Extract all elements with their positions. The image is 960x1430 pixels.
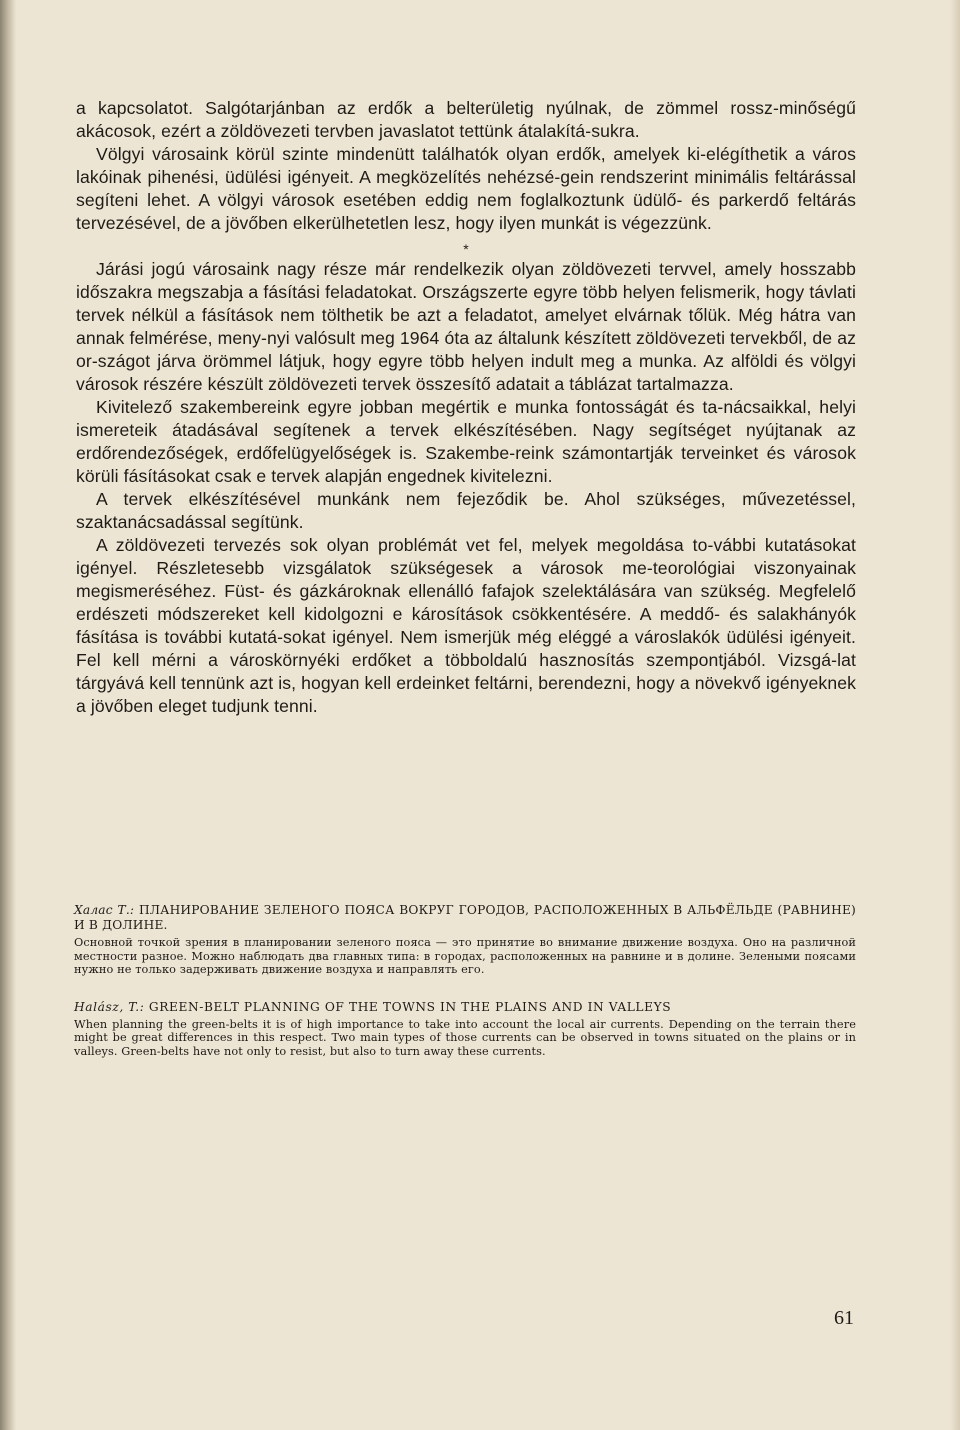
russian-summary-heading: ПЛАНИРОВАНИЕ ЗЕЛЕНОГО ПОЯСА ВОКРУГ ГОРОДОВ, РАСПОЛОЖЕННЫХ В АЛЬФЁЛЬДЕ (РАВНИНЕ) И В ДОЛИНЕ. [74,903,856,932]
russian-summary [74,903,856,977]
paragraph: Völgyi városaink körül szinte mindenütt találhatók olyan erdők, amelyek ki-elégíthetik a város lakóinak pihenési, üdülési igényeit. A megközelítés nehézsé-gein rendszerint minimális feltárással segíteni lehet. A völgyi városok esetében eddig nem foglalkoztunk üdülő- és parkerdő feltárás tervezésével, de a jövőben elkerülhetetlen lesz, hogy ilyen munkát is végezzünk. [76,144,856,233]
paragraph: Kivitelező szakembereink egyre jobban megértik e munka fontosságát és ta-nácsaikkal, helyi ismereteik átadásával segítenek a tervek elkészítésében. Nagy segítséget nyújtanak az erdőrendezőségek, erdőfelügyelőségek is. Szakembe-reink számontartják terveinket és városok körüli fásításokat csak e tervek alapján engednek kivitelezni. [76,397,856,486]
english-summary-heading: GREEN-BELT PLANNING OF THE TOWNS IN THE PLAINS AND IN VALLEYS [148,999,672,1014]
english-summary [74,1000,856,1059]
page-number: 61 [834,1307,854,1329]
paragraph: Járási jogú városaink nagy része már rendelkezik olyan zöldövezeti tervvel, amely hosszabb időszakra megszabja a fásítási feladatokat. Országszerte egyre több helyen felismerik, hogy távlati tervek nélkül a fásítások nem tölthetik be azt a feladatot, amelyet elvárnak tőlük. Még hátra van annak felmérése, meny-nyi valósult meg 1964 óta az általunk készített zöldövezeti tervekből, de az or-szágot járva örömmel látjuk, hogy egyre több helyen indult meg a munka. Az alföldi és völgyi városok részére készült zöldövezeti tervek összesítő adatait a táblázat tartalmazza. [76,259,856,394]
paragraph: A tervek elkészítésével munkánk nem fejeződik be. Ahol szükséges, művezetéssel, szaktanácsadással segítünk. [76,489,856,532]
english-summary-title [74,1000,856,1015]
russian-summary-text: Основной точкой зрения в планировании зеленого пояса — это принятие во внимание движение воздуха. Оно на различной местности разное. Можно наблюдать два главных типа: в городах, расположенных на равнине и в долине. Зелеными поясами нужно не только задерживать движение воздуха и направлять его. [74,936,856,976]
paragraph: a kapcsolatot. Salgótarjánban az erdők a belterületig nyúlnak, de zömmel rossz-minőségű akácosok, ezért a zöldövezeti tervben javaslatot tettünk átalakítá-sukra. [76,98,856,141]
english-summary-text: When planning the green-belts it is of high importance to take into account the local air currents. Depending on the terrain there might be great differences in this respect. Two main types of those currents can be observed in towns situated on the plains or in valleys. Green-belts have not only to resist, but also to turn away these currents. [74,1017,856,1058]
summaries [74,903,856,1058]
page-edge-right [950,0,960,1430]
main-text [76,97,856,718]
page-edge-shadow [0,0,16,1430]
section-separator: * [463,241,469,257]
english-summary-author: Halász, T.: [74,999,145,1014]
russian-summary-title [74,903,856,933]
paragraph: A zöldövezeti tervezés sok olyan problémát vet fel, melyek megoldása to-vábbi kutatásokat igényel. Részletesebb vizsgálatok szükségesek a városok me-teorológiai viszonyainak megismeréséhez. Füst- és gázkároknak ellenálló fafajok szelektálására van szükség. Megfelelő erdészeti módszereket kell kidolgozni e károsítások csökkentésére. A meddő- és salakhányók fásítása is további kutatá-sokat igényel. Nem ismerjük még eléggé a városlakók üdülési igényeit. Fel kell mérni a városkörnyéki erdőket a többoldalú hasznosítás szempontjából. Vizsgá-lat tárgyává kell tennünk azt is, hogyan kell erdeinket feltárni, berendezni, hogy a növekvő igényeknek a jövőben eleget tudjunk tenni. [76,535,856,716]
russian-summary-author: Халас Т.: [74,903,135,917]
